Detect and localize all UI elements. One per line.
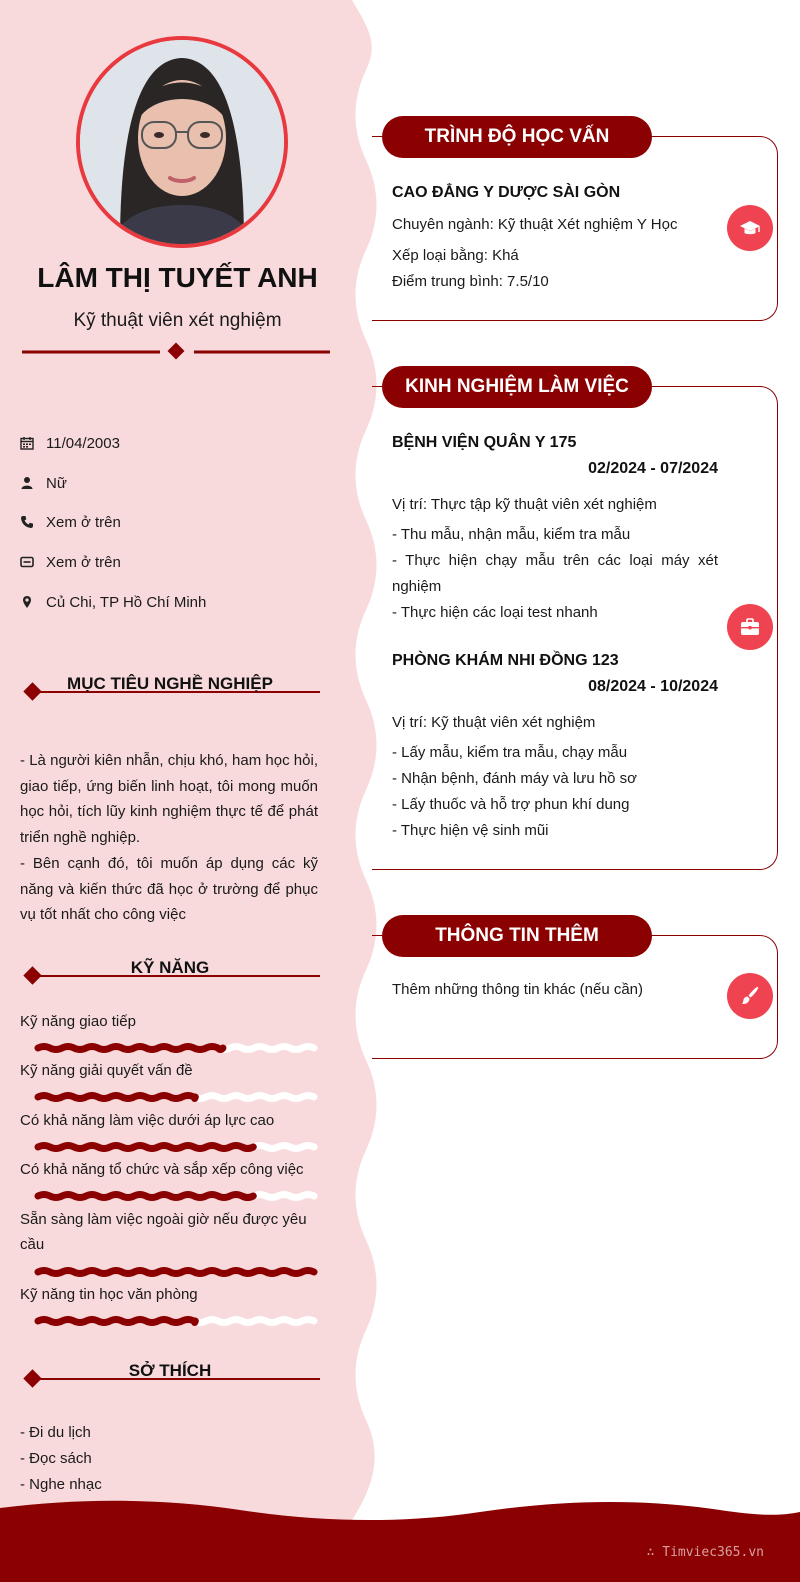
job-company: PHÒNG KHÁM NHI ĐỒNG 123: [392, 652, 619, 669]
skill-bar-fill: [38, 1047, 223, 1050]
skill-label: Kỹ năng giải quyết vấn đề: [20, 1062, 193, 1079]
candidate-name: LÂM THỊ TUYẾT ANH: [37, 262, 318, 293]
skill-bar-fill: [38, 1271, 314, 1274]
paint-brush-icon: [727, 973, 773, 1019]
phone-value: Xem ở trên: [46, 513, 121, 531]
user-icon: [20, 476, 46, 490]
briefcase-icon: [727, 604, 773, 650]
skill-bar: [34, 1315, 318, 1327]
footer-wave: [0, 1500, 800, 1582]
hobby-item: - Đọc sách: [20, 1450, 92, 1467]
job-company: BỆNH VIỆN QUÂN Y 175: [392, 434, 577, 451]
contact-gender: [20, 471, 340, 495]
skills-heading: [20, 958, 320, 984]
education-rank: Xếp loại bằng: Khá: [392, 247, 519, 264]
email-value: Xem ở trên: [46, 553, 121, 571]
experience-title: KINH NGHIỆM LÀM VIỆC: [382, 366, 652, 408]
birthday-value: 11/04/2003: [46, 434, 120, 452]
graduation-cap-icon: [727, 205, 773, 251]
skill-bar-fill: [38, 1146, 253, 1149]
skill-bar-fill: [38, 1096, 195, 1099]
hobby-item: - Nghe nhạc: [20, 1476, 102, 1493]
skill-label: Có khả năng làm việc dưới áp lực cao: [20, 1112, 275, 1129]
education-school: CAO ĐẲNG Y DƯỢC SÀI GÒN: [392, 184, 621, 201]
phone-icon: [20, 515, 46, 529]
calendar-icon: [20, 436, 46, 450]
job-position: Vị trí: Kỹ thuật viên xét nghiệm: [392, 714, 596, 731]
education-major: Chuyên ngành: Kỹ thuật Xét nghiệm Y Học: [392, 216, 678, 233]
education-gpa: Điểm trung bình: 7.5/10: [392, 273, 549, 290]
objective-paragraph-2: - Bên cạnh đó, tôi muốn áp dụng các kỹ năng và kiến thức đã học ở trường để phục vụ tốt nhất cho công việc: [20, 855, 318, 924]
watermark: ∴ Timviec365.vn: [646, 1545, 764, 1560]
skill-label: Kỹ năng giao tiếp: [20, 1013, 136, 1030]
objective-heading: [20, 674, 320, 700]
candidate-job-title: Kỹ thuật viên xét nghiệm: [73, 310, 282, 331]
job-position: Vị trí: Thực tập kỹ thuật viên xét nghiệm: [392, 496, 657, 513]
hobby-item: - Đi du lịch: [20, 1424, 91, 1441]
skill-bar-fill: [38, 1320, 195, 1323]
hobbies-heading: [20, 1361, 320, 1387]
skill-bar: [34, 1266, 318, 1278]
job-duty: - Nhận bệnh, đánh máy và lưu hồ sơ: [392, 770, 638, 787]
job-period: 08/2024 - 10/2024: [588, 678, 718, 695]
skill-bar-fill: [38, 1195, 253, 1198]
additional-info-text: Thêm những thông tin khác (nếu cần): [392, 981, 644, 998]
skill-bar: [34, 1042, 318, 1054]
job-period: 02/2024 - 07/2024: [588, 460, 718, 477]
address-value: Củ Chi, TP Hồ Chí Minh: [46, 593, 207, 611]
job-duty: - Thực hiện chạy mẫu trên các loại máy xét nghiệm: [392, 552, 718, 595]
map-pin-icon: [20, 595, 46, 609]
objective-paragraph-1: - Là người kiên nhẫn, chịu khó, ham học hỏi, giao tiếp, ứng biến linh hoạt, tôi mong muốn học hỏi, tích lũy kinh nghiệm thực tế để phát triển nghề nghiệp.: [20, 752, 318, 847]
job-duty: - Thực hiện vệ sinh mũi: [392, 822, 549, 839]
job-duty: - Lấy mẫu, kiểm tra mẫu, chạy mẫu: [392, 744, 628, 761]
envelope-icon: [20, 555, 46, 569]
hobbies-title: SỞ THÍCH: [128, 1361, 212, 1380]
skill-label: Sẵn sàng làm việc ngoài giờ nếu được yêu cầu: [20, 1211, 307, 1253]
contact-address: [20, 590, 340, 614]
education-title: TRÌNH ĐỘ HỌC VẤN: [382, 116, 652, 158]
job-duty: - Lấy thuốc và hỗ trợ phun khí dung: [392, 796, 630, 813]
contact-email: [20, 550, 340, 574]
additional-info-title: THÔNG TIN THÊM: [382, 915, 652, 957]
skills-title: KỸ NĂNG: [130, 958, 210, 977]
skill-label: Có khả năng tổ chức và sắp xếp công việc: [20, 1161, 304, 1178]
skill-bar: [34, 1091, 318, 1103]
job-duty: - Thu mẫu, nhận mẫu, kiểm tra mẫu: [392, 526, 631, 543]
skill-bar: [34, 1190, 318, 1202]
contact-phone: [20, 510, 340, 534]
skill-label: Kỹ năng tin học văn phòng: [20, 1286, 198, 1303]
objective-title: MỤC TIÊU NGHỀ NGHIỆP: [67, 674, 273, 693]
title-divider: [22, 342, 332, 362]
skill-bar: [34, 1141, 318, 1153]
job-duty: - Thực hiện các loại test nhanh: [392, 604, 598, 621]
profile-photo: [76, 36, 288, 248]
contact-birthday: [20, 431, 340, 455]
gender-value: Nữ: [46, 474, 67, 492]
